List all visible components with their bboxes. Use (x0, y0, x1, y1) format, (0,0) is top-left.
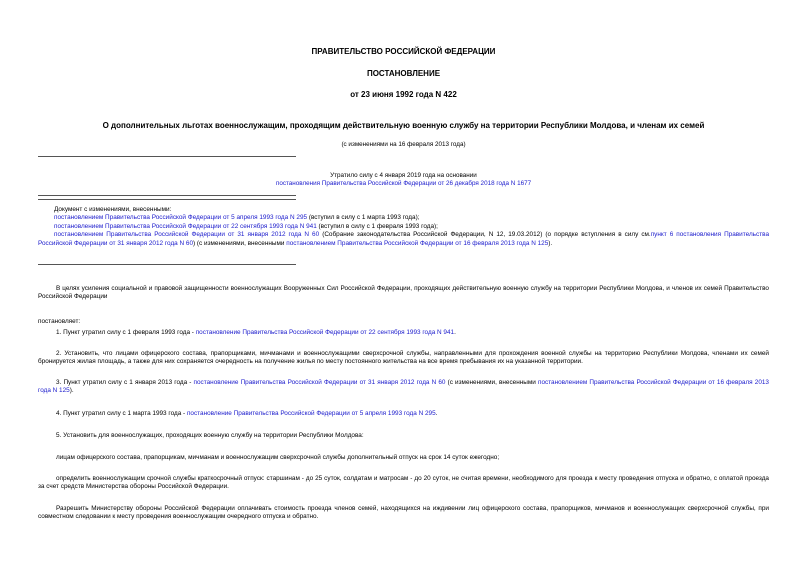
paragraph-6: Разрешить Министерству обороны Российской Федерации оплачивать стоимость проезда членов семей, находящихся на иждивении лиц офицерского состава, прапорщиков, мичманов и военнослужащих сверхсрочной службы, при совместном следовании к месту проведения военнослужащим очередного отпуска и обратно. (38, 505, 769, 521)
change-note: ) (с изменениями, внесенными (193, 239, 287, 247)
change-item (38, 214, 769, 222)
divider (38, 156, 296, 157)
amendments-note: (с изменениями на 16 февраля 2013 года) (341, 141, 466, 148)
paragraph-text: 1. Пункт утратил силу с 1 февраля 1993 года - (56, 329, 196, 336)
expired-text: Утратило силу с 4 января 2019 года на основании (330, 172, 477, 179)
p3-link-125[interactable]: постановлением Правительства Российской Федерации от 16 февраля 2013 года N 125 (38, 379, 769, 395)
divider (38, 264, 296, 265)
preamble: В целях усиления социальной и правовой защищенности военнослужащих Вооруженных Сил Российской Федерации, проходящих действительную военную службу на территории Республики Молдова, и членов их семей Правительство Российской Федерации (38, 285, 769, 301)
change-note: (вступил в силу с 1 марта 1993 года); (307, 214, 420, 222)
change-link-295[interactable]: постановлением Правительства Российской Федерации от 5 апреля 1993 года N 295 (54, 214, 308, 222)
resolves-word: постановляет: (38, 318, 81, 325)
change-note: ). (548, 239, 553, 247)
paragraph-3 (38, 379, 769, 396)
paragraph-5a: лицам офицерского состава, прапорщикам, мичманам и военнослужащим сверхсрочной службы дополнительный отпуск на срок 14 суток ежегодно; (56, 454, 500, 461)
divider (38, 199, 296, 200)
p4-link-295[interactable]: постановление Правительства Российской Федерации от 5 апреля 1993 года N 295 (186, 410, 436, 417)
change-link-60[interactable]: постановлением Правительства Российской Федерации от 31 января 2012 года N 60 (54, 231, 320, 239)
paragraph-5b: определить военнослужащим срочной службы краткосрочный отпуск: старшинам - до 25 суток, солдатам и матросам - до 20 суток, не считая времени, необходимого для проезда к месту проведения отпуска и обратно, с оплатой проезда за счет средств Министерства обороны Российской Федерации. (38, 475, 769, 491)
paragraph-text: . (454, 329, 456, 336)
p1-link-941[interactable]: постановление Правительства Российской Федерации от 22 сентября 1993 года N 941 (195, 329, 455, 336)
p3-link-60[interactable]: постановление Правительства Российской Федерации от 31 января 2012 года N 60 (193, 379, 446, 386)
changes-list (38, 206, 769, 248)
document-title: О дополнительных льготах военнослужащим, проходящим действительную военную службу на территории Республики Молдова, и членам их семей (102, 121, 705, 130)
paragraph-2: 2. Установить, что лицами офицерского состава, прапорщиками, мичманами и военнослужащими сверхсрочной службы, направленными для прохождения военной службы на территорию Республики Молдова, членами их семей бронируется жилая площадь, а также для них сохраняется очередность на получение жилья по месту постоянного жительства на все время пребывания их на указанной территории. (38, 350, 769, 366)
document-date-number: от 23 июня 1992 года N 422 (350, 90, 457, 99)
divider (38, 195, 296, 196)
paragraph-1 (38, 329, 769, 337)
authority-heading: ПРАВИТЕЛЬСТВО РОССИЙСКОЙ ФЕДЕРАЦИИ (311, 47, 496, 56)
changes-intro: Документ с изменениями, внесенными: (54, 206, 172, 213)
paragraph-text: (с изменениями, внесенными (445, 379, 538, 386)
change-note: (вступил в силу с 1 февраля 1993 года); (316, 222, 438, 230)
paragraph-4 (38, 410, 769, 418)
change-link-60-item6[interactable]: пункт 6 постановления Правительства Российской Федерации от 31 января 2012 года N 60 (38, 231, 769, 247)
change-note: (Собрание законодательства Российской Федерации, N 12, 19.03.2012) (о порядке вступления в силу см. (319, 231, 651, 239)
change-item (38, 231, 769, 248)
change-link-125[interactable]: постановлением Правительства Российской Федерации от 16 февраля 2013 года N 125 (286, 239, 549, 247)
expired-basis-link[interactable]: постановления Правительства Российской Федерации от 26 декабря 2018 года N 1677 (275, 180, 532, 188)
status-block (90, 172, 717, 189)
paragraph-text: ). (69, 387, 74, 395)
document-type: ПОСТАНОВЛЕНИЕ (366, 69, 441, 78)
paragraph-text: 3. Пункт утратил силу с 1 января 2013 года - (56, 379, 194, 386)
paragraph-5: 5. Установить для военнослужащих, проходящих военную службу на территории Республики Молдова: (56, 432, 364, 439)
paragraph-text: . (435, 410, 438, 417)
paragraph-text: 4. Пункт утратил силу с 1 марта 1993 года - (56, 410, 187, 417)
change-link-941[interactable]: постановлением Правительства Российской Федерации от 22 сентября 1993 года N 941 (54, 222, 317, 230)
